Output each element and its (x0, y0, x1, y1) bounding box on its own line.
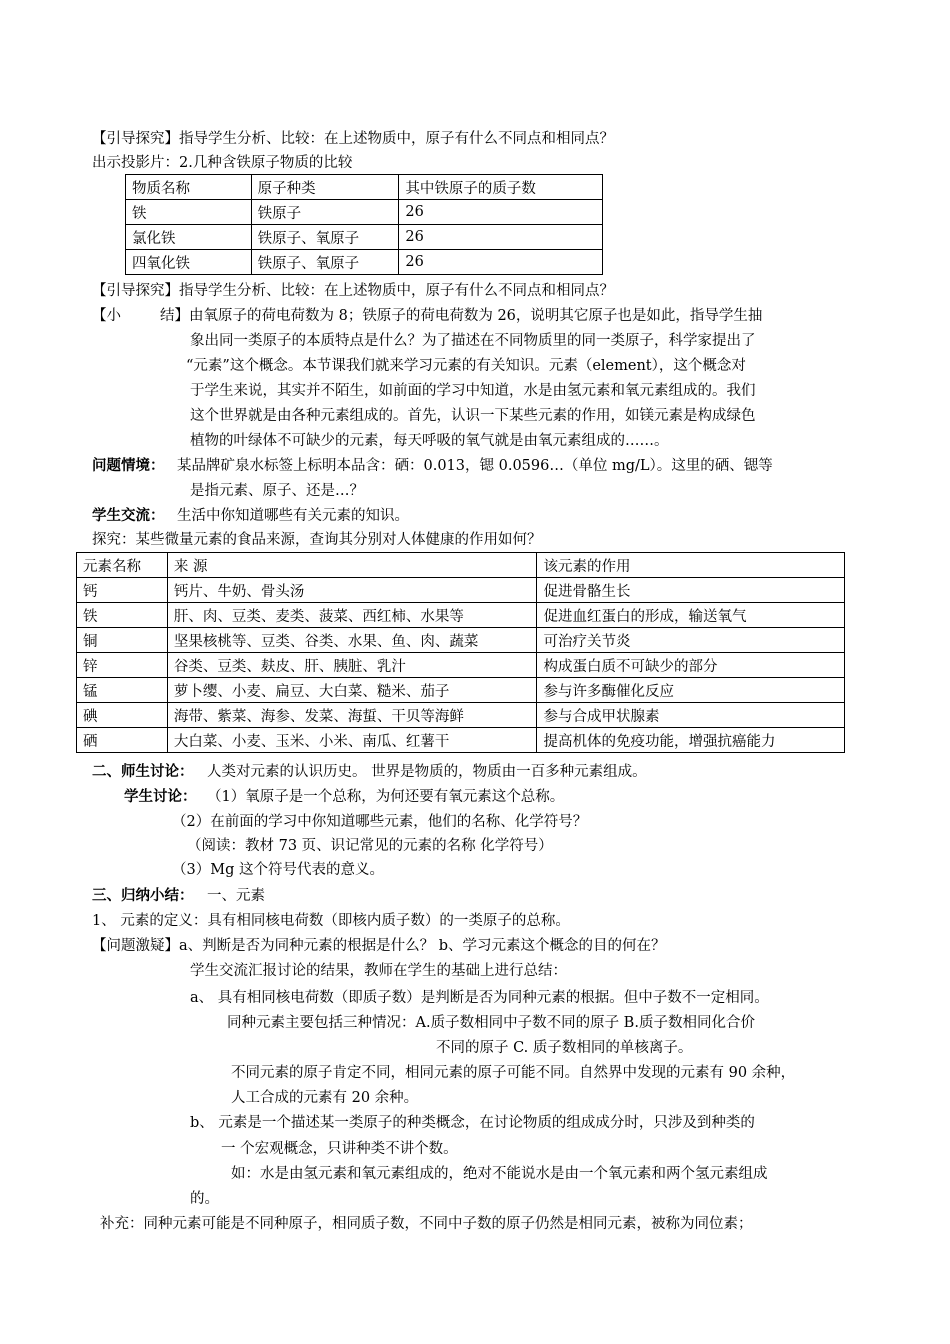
summary-text: 象出同一类原子的本质特点是什么？为了描述在不同物质里的同一类原子，科学家提出了 (190, 333, 756, 349)
summary-intro: 学生交流汇报讨论的结果，教师在学生的基础上进行总结： (190, 963, 567, 979)
section-two-text: 人类对元素的认识历史。 世界是物质的，物质由一百多种元素组成。 (207, 764, 647, 780)
table-cell: 钙 (77, 578, 168, 603)
table-row (77, 728, 845, 753)
section-three-heading: 三、归纳小结： (92, 887, 194, 904)
table-cell: 促进骨骼生长 (537, 578, 845, 603)
table-cell: 26 (399, 225, 603, 250)
discussion-item: （1）氧原子是一个总称，为何还要有氧元素这个总称。 (207, 789, 565, 805)
example-text: 如：水是由氢元素和氧元素组成的，绝对不能说水是由一个氧元素和两个氢元素组成 (231, 1166, 768, 1182)
problem-situation-text: 某品牌矿泉水标签上标明本品含：硒：0.013，锶 0.0596…（单位 mg/L）。这里的硒、锶等 (177, 458, 773, 474)
summary-text: 植物的叶绿体不可缺少的元素，每天呼吸的氧气就是由氧元素组成的……。 (190, 433, 669, 449)
table-row (77, 603, 845, 628)
point-a-text: 不同的原子 C. 质子数相同的单核离子。 (436, 1040, 693, 1056)
summary-text: “元素”这个概念。本节课我们就来学习元素的有关知识。元素（element），这个概念对 (186, 358, 746, 374)
table-cell: 铁原子 (251, 200, 399, 225)
question-prompt: 【问题激疑】a、判断是否为同种元素的根据是什么？ b、学习元素这个概念的目的何在？ (92, 938, 666, 954)
table-header-cell: 原子种类 (251, 175, 399, 200)
table-cell: 铁 (77, 603, 168, 628)
discussion-item: （2）在前面的学习中你知道哪些元素，他们的名称、化学符号？ (172, 814, 588, 830)
point-a-text: 同种元素主要包括三种情况：A.质子数相同中子数不同的原子 B.质子数相同化合价 (227, 1015, 755, 1031)
table-row (77, 678, 845, 703)
section-two-heading: 二、师生讨论： (92, 763, 194, 780)
table-row (126, 250, 603, 275)
table-row (126, 200, 603, 225)
table-cell: 硒 (77, 728, 168, 753)
table-cell: 碘 (77, 703, 168, 728)
table-cell: 锰 (77, 678, 168, 703)
table-header-cell: 元素名称 (77, 553, 168, 578)
table-cell: 铁 (126, 200, 252, 225)
guided-inquiry-1: 【引导探究】指导学生分析、比较：在上述物质中，原子有什么不同点和相同点？ (92, 131, 614, 147)
section-three-subheading: 一、元素 (207, 888, 265, 904)
table-header-row (126, 175, 603, 200)
guided-inquiry-2: 【引导探究】指导学生分析、比较：在上述物质中，原子有什么不同点和相同点？ (92, 283, 614, 299)
point-a: a、 具有相同核电荷数（即质子数）是判断是否为同种元素的根据。但中子数不一定相同。 (190, 990, 769, 1006)
table-cell: 四氧化铁 (126, 250, 252, 275)
table-cell: 萝卜缨、小麦、扁豆、大白菜、糙米、茄子 (167, 678, 537, 703)
table-row (77, 628, 845, 653)
table-row (126, 225, 603, 250)
summary-label-start: 【小 (92, 308, 121, 324)
table-cell: 26 (399, 200, 603, 225)
table-cell: 参与合成甲状腺素 (537, 703, 845, 728)
point-a-text: 人工合成的元素有 20 余种。 (231, 1090, 419, 1106)
table-header-cell: 来 源 (167, 553, 537, 578)
point-a-text: 不同元素的原子肯定不同，相同元素的原子可能不同。自然界中发现的元素有 90 余种， (231, 1065, 796, 1081)
table-header-cell: 该元素的作用 (537, 553, 845, 578)
summary-text: 这个世界就是由各种元素组成的。首先，认识一下某些元素的作用，如镁元素是构成绿色 (190, 408, 756, 424)
table-header-cell: 其中铁原子的质子数 (399, 175, 603, 200)
element-definition: 1、 元素的定义：具有相同核电荷数（即核内质子数）的一类原子的总称。 (92, 913, 570, 929)
problem-situation-text: 是指元素、原子、还是…？ (190, 483, 364, 499)
table-cell: 提高机体的免疫功能，增强抗癌能力 (537, 728, 845, 753)
table-cell: 大白菜、小麦、玉米、小米、南瓜、红薯干 (167, 728, 537, 753)
table-header-cell: 物质名称 (126, 175, 252, 200)
table-cell: 锌 (77, 653, 168, 678)
table-row (77, 578, 845, 603)
table-cell: 铁原子、氧原子 (251, 250, 399, 275)
trace-elements-table (76, 552, 845, 753)
student-discussion-label: 学生讨论： (124, 788, 197, 805)
table-cell: 氯化铁 (126, 225, 252, 250)
reading-note: （阅读：教材 73 页、识记常见的元素的名称 化学符号） (187, 838, 553, 854)
student-exchange-text: 生活中你知道哪些有关元素的知识。 (177, 508, 409, 524)
table-cell: 海带、紫菜、海参、发菜、海蜇、干贝等海鲜 (167, 703, 537, 728)
table-cell: 铁原子、氧原子 (251, 225, 399, 250)
table-cell: 钙片、牛奶、骨头汤 (167, 578, 537, 603)
table-cell: 26 (399, 250, 603, 275)
table-header-row (77, 553, 845, 578)
table-cell: 促进血红蛋白的形成，输送氧气 (537, 603, 845, 628)
supplement-text: 补充：同种元素可能是不同种原子，相同质子数，不同中子数的原子仍然是相同元素，被称为同位素； (100, 1216, 753, 1232)
slide-caption: 出示投影片：2.几种含铁原子物质的比较 (92, 155, 353, 171)
table-cell: 参与许多酶催化反应 (537, 678, 845, 703)
table-cell: 铜 (77, 628, 168, 653)
point-b: b、 元素是一个描述某一类原子的种类概念，在讨论物质的组成成分时，只涉及到种类的 (190, 1115, 755, 1131)
table-cell: 谷类、豆类、麸皮、肝、胰脏、乳汁 (167, 653, 537, 678)
table-cell: 构成蛋白质不可缺少的部分 (537, 653, 845, 678)
problem-situation-label: 问题情境： (92, 457, 165, 474)
table-cell: 可治疗关节炎 (537, 628, 845, 653)
table-cell: 肝、肉、豆类、麦类、菠菜、西红柿、水果等 (167, 603, 537, 628)
table-row (77, 703, 845, 728)
student-exchange-label: 学生交流： (92, 507, 165, 524)
iron-compounds-table (125, 174, 603, 275)
table-cell: 坚果核桃等、豆类、谷类、水果、鱼、肉、蔬菜 (167, 628, 537, 653)
summary-text: 结】由氧原子的荷电荷数为 8；铁原子的荷电荷数为 26，说明其它原子也是如此，指导学生抽 (160, 308, 763, 324)
example-text: 的。 (190, 1191, 219, 1207)
point-b-text: 一 个宏观概念，只讲种类不讲个数。 (221, 1141, 458, 1157)
summary-text: 于学生来说，其实并不陌生，如前面的学习中知道，水是由氢元素和氧元素组成的。我们 (190, 383, 756, 399)
table-row (77, 653, 845, 678)
discussion-item: （3）Mg 这个符号代表的意义。 (172, 862, 384, 878)
inquiry-text: 探究：某些微量元素的食品来源，查询其分别对人体健康的作用如何？ (92, 532, 542, 548)
